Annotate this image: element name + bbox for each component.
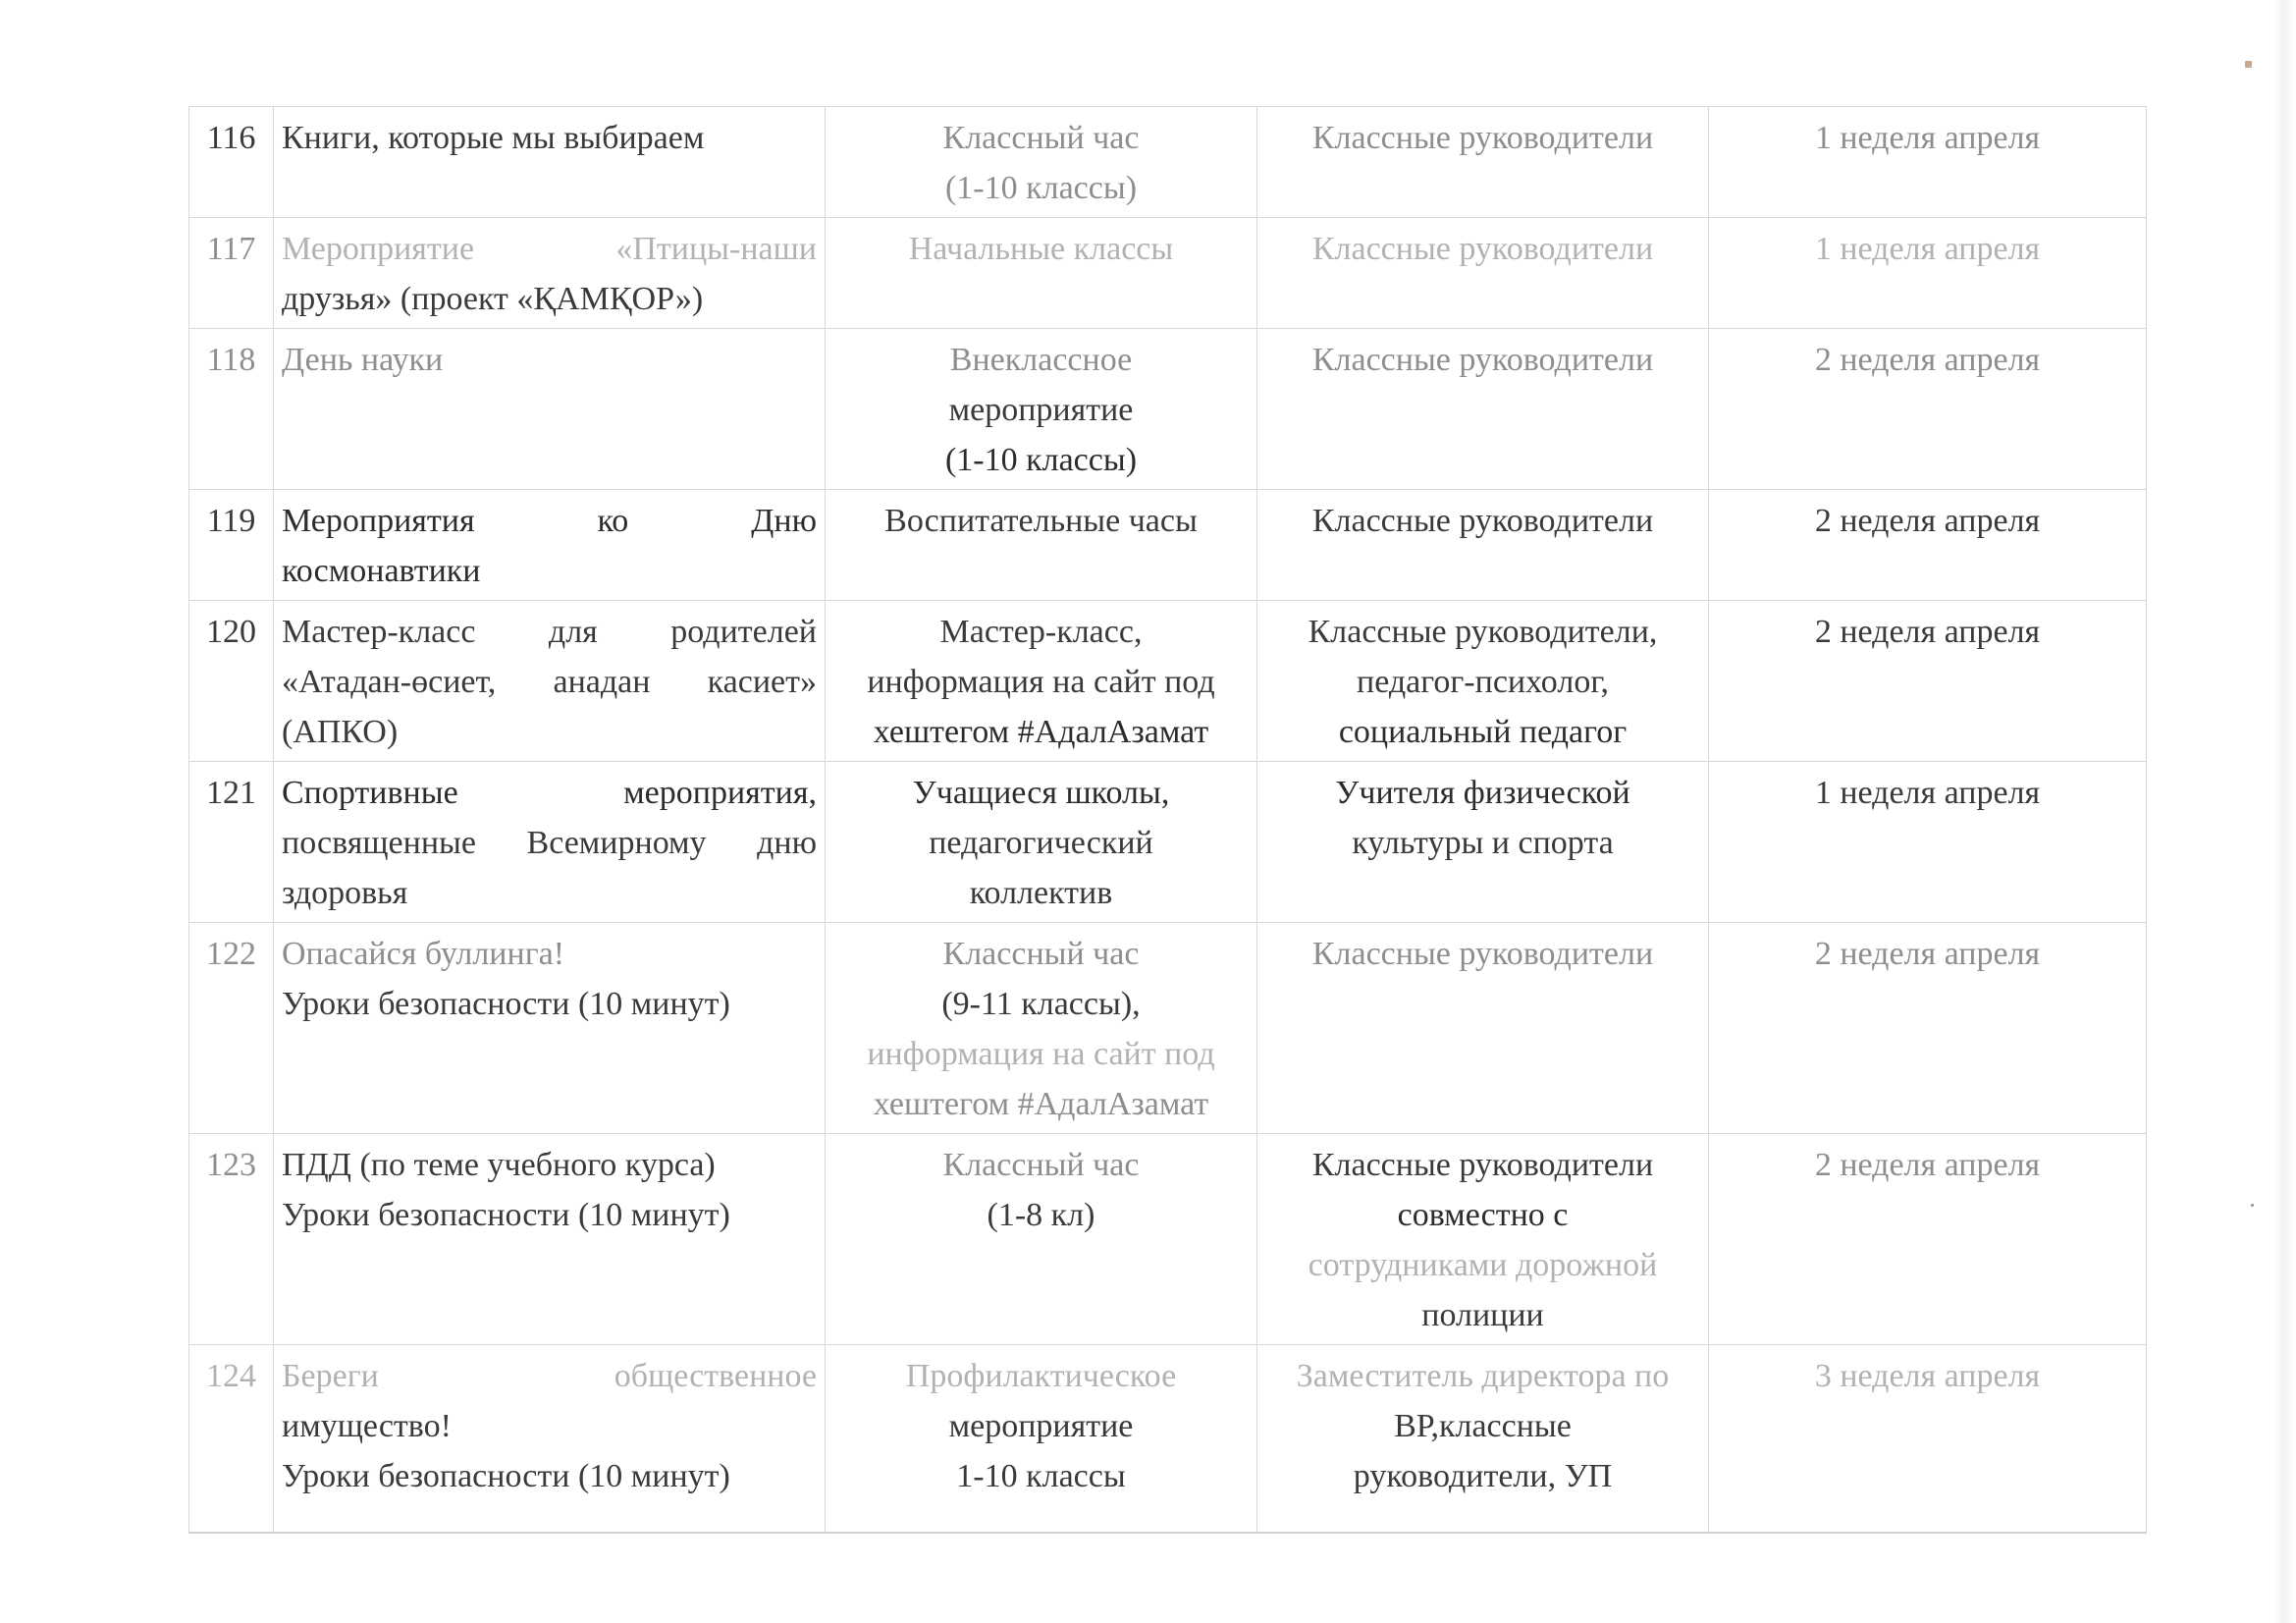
event-title: [274, 490, 826, 601]
event-title-line: Береги общественное: [282, 1358, 817, 1394]
event-title: [274, 601, 826, 762]
table-row: [189, 329, 2147, 490]
event-title-line: Мероприятие «Птицы-наши: [282, 231, 817, 267]
events-plan-table: [188, 106, 2147, 1534]
event-responsible-line: полиции: [1421, 1297, 1544, 1333]
event-responsible: [1257, 107, 1709, 218]
event-title-line: космонавтики: [282, 553, 481, 589]
event-form-line: педагогический: [929, 825, 1153, 861]
event-responsible-line: Классные руководители: [1311, 1147, 1654, 1183]
event-form-line: (1-10 классы): [944, 170, 1138, 206]
event-title-line: «Атадан-өсиет, анадан касиет»: [282, 664, 817, 700]
event-date: 1 неделя апреля: [1709, 218, 2147, 329]
event-title: [274, 923, 826, 1134]
event-form-line: мероприятие: [948, 392, 1134, 428]
event-form-line: (1-10 классы): [944, 442, 1138, 478]
event-form-line: Воспитательные часы: [884, 503, 1198, 539]
event-responsible-line: Заместитель директора по: [1296, 1358, 1670, 1394]
event-form-line: мероприятие: [948, 1408, 1134, 1444]
event-form-line: Учащиеся школы,: [912, 775, 1170, 811]
event-form-line: Классный час: [942, 936, 1140, 972]
row-number: 124: [189, 1345, 274, 1534]
event-date: 2 неделя апреля: [1709, 490, 2147, 601]
event-title-line: Уроки безопасности (10 минут): [282, 986, 730, 1022]
event-responsible-line: Классные руководители: [1311, 120, 1654, 156]
table-row: [189, 601, 2147, 762]
row-number: 116: [189, 107, 274, 218]
event-form-line: (9-11 классы),: [941, 986, 1141, 1022]
event-responsible-line: Классные руководители: [1311, 231, 1654, 267]
scan-speck: [2245, 61, 2252, 68]
event-responsible-line: Учителя физической: [1335, 775, 1630, 811]
event-title: [274, 1345, 826, 1534]
row-number: 121: [189, 762, 274, 923]
event-date: 2 неделя апреля: [1709, 1134, 2147, 1345]
event-form-line: информация на сайт под: [867, 664, 1215, 700]
event-responsible: [1257, 218, 1709, 329]
event-responsible-line: Классные руководители: [1311, 342, 1654, 378]
event-date: 2 неделя апреля: [1709, 601, 2147, 762]
event-responsible-line: сотрудниками дорожной: [1308, 1247, 1658, 1283]
event-form-line: коллектив: [969, 875, 1113, 911]
event-responsible: [1257, 329, 1709, 490]
event-title-line: День науки: [282, 342, 444, 378]
event-date: 1 неделя апреля: [1709, 107, 2147, 218]
event-responsible: [1257, 490, 1709, 601]
event-responsible-line: ВР,классные: [1394, 1408, 1572, 1444]
event-responsible-line: Классные руководители: [1311, 936, 1654, 972]
scan-speck: [2251, 1204, 2254, 1207]
event-responsible-line: Классные руководители,: [1308, 614, 1658, 650]
event-title-line: (АПКО): [282, 714, 399, 750]
row-number: 120: [189, 601, 274, 762]
event-form-line: хештегом #АдалАзамат: [873, 1086, 1209, 1122]
event-form-line: Классный час: [942, 120, 1140, 156]
event-title: [274, 762, 826, 923]
event-form-line: Профилактическое: [905, 1358, 1177, 1394]
event-date: 3 неделя апреля: [1709, 1345, 2147, 1534]
event-title-line: имущество!: [282, 1408, 452, 1444]
event-date: 2 неделя апреля: [1709, 329, 2147, 490]
event-title-line: ПДД (по теме учебного курса): [282, 1147, 716, 1183]
event-form: [826, 107, 1257, 218]
table-row: [189, 923, 2147, 1134]
event-responsible-line: руководители, УП: [1353, 1458, 1613, 1494]
row-number: 119: [189, 490, 274, 601]
event-form-line: Классный час: [942, 1147, 1140, 1183]
event-form-line: (1-8 кл): [987, 1197, 1095, 1233]
event-title-line: Книги, которые мы выбираем: [282, 120, 705, 156]
event-title-line: Опасайся буллинга!: [282, 936, 565, 972]
event-title: [274, 107, 826, 218]
event-form-line: 1-10 классы: [956, 1458, 1126, 1494]
event-form-line: информация на сайт под: [867, 1036, 1215, 1072]
event-form: [826, 1134, 1257, 1345]
event-responsible: [1257, 1345, 1709, 1534]
event-title-line: здоровья: [282, 875, 408, 911]
event-responsible-line: Классные руководители: [1311, 503, 1654, 539]
event-title: [274, 329, 826, 490]
event-form-line: Мастер-класс,: [939, 614, 1143, 650]
event-responsible: [1257, 601, 1709, 762]
event-form: [826, 329, 1257, 490]
table-row: [189, 1345, 2147, 1534]
event-title-line: Мероприятия ко Дню: [282, 503, 817, 539]
event-form: [826, 490, 1257, 601]
event-responsible-line: социальный педагог: [1338, 714, 1628, 750]
event-form: [826, 601, 1257, 762]
event-date: 1 неделя апреля: [1709, 762, 2147, 923]
event-title-line: Спортивные мероприятия,: [282, 775, 817, 811]
event-form: [826, 1345, 1257, 1534]
event-title-line: друзья» (проект «ҚАМҚОР»): [282, 281, 704, 317]
event-title-line: посвященные Всемирному дню: [282, 825, 817, 861]
event-responsible-line: педагог-психолог,: [1357, 664, 1609, 700]
event-date: 2 неделя апреля: [1709, 923, 2147, 1134]
event-responsible: [1257, 762, 1709, 923]
event-title-line: Уроки безопасности (10 минут): [282, 1197, 730, 1233]
event-form-line: Начальные классы: [908, 231, 1174, 267]
event-form-line: Внеклассное: [949, 342, 1133, 378]
row-number: 122: [189, 923, 274, 1134]
event-form-line: хештегом #АдалАзамат: [873, 714, 1209, 750]
event-responsible-line: совместно с: [1397, 1197, 1569, 1233]
event-title: [274, 1134, 826, 1345]
table-row: [189, 490, 2147, 601]
event-responsible-line: культуры и спорта: [1352, 825, 1614, 861]
event-form: [826, 218, 1257, 329]
table-row: [189, 218, 2147, 329]
event-title-line: Мастер-класс для родителей: [282, 614, 817, 650]
event-title-line: Уроки безопасности (10 минут): [282, 1458, 730, 1494]
event-responsible: [1257, 923, 1709, 1134]
event-form: [826, 762, 1257, 923]
table-row: [189, 762, 2147, 923]
event-form: [826, 923, 1257, 1134]
event-title: [274, 218, 826, 329]
row-number: 118: [189, 329, 274, 490]
table-row: [189, 107, 2147, 218]
event-responsible: [1257, 1134, 1709, 1345]
row-number: 117: [189, 218, 274, 329]
scan-edge-shadow: [2274, 0, 2296, 1623]
row-number: 123: [189, 1134, 274, 1345]
table-row: [189, 1134, 2147, 1345]
